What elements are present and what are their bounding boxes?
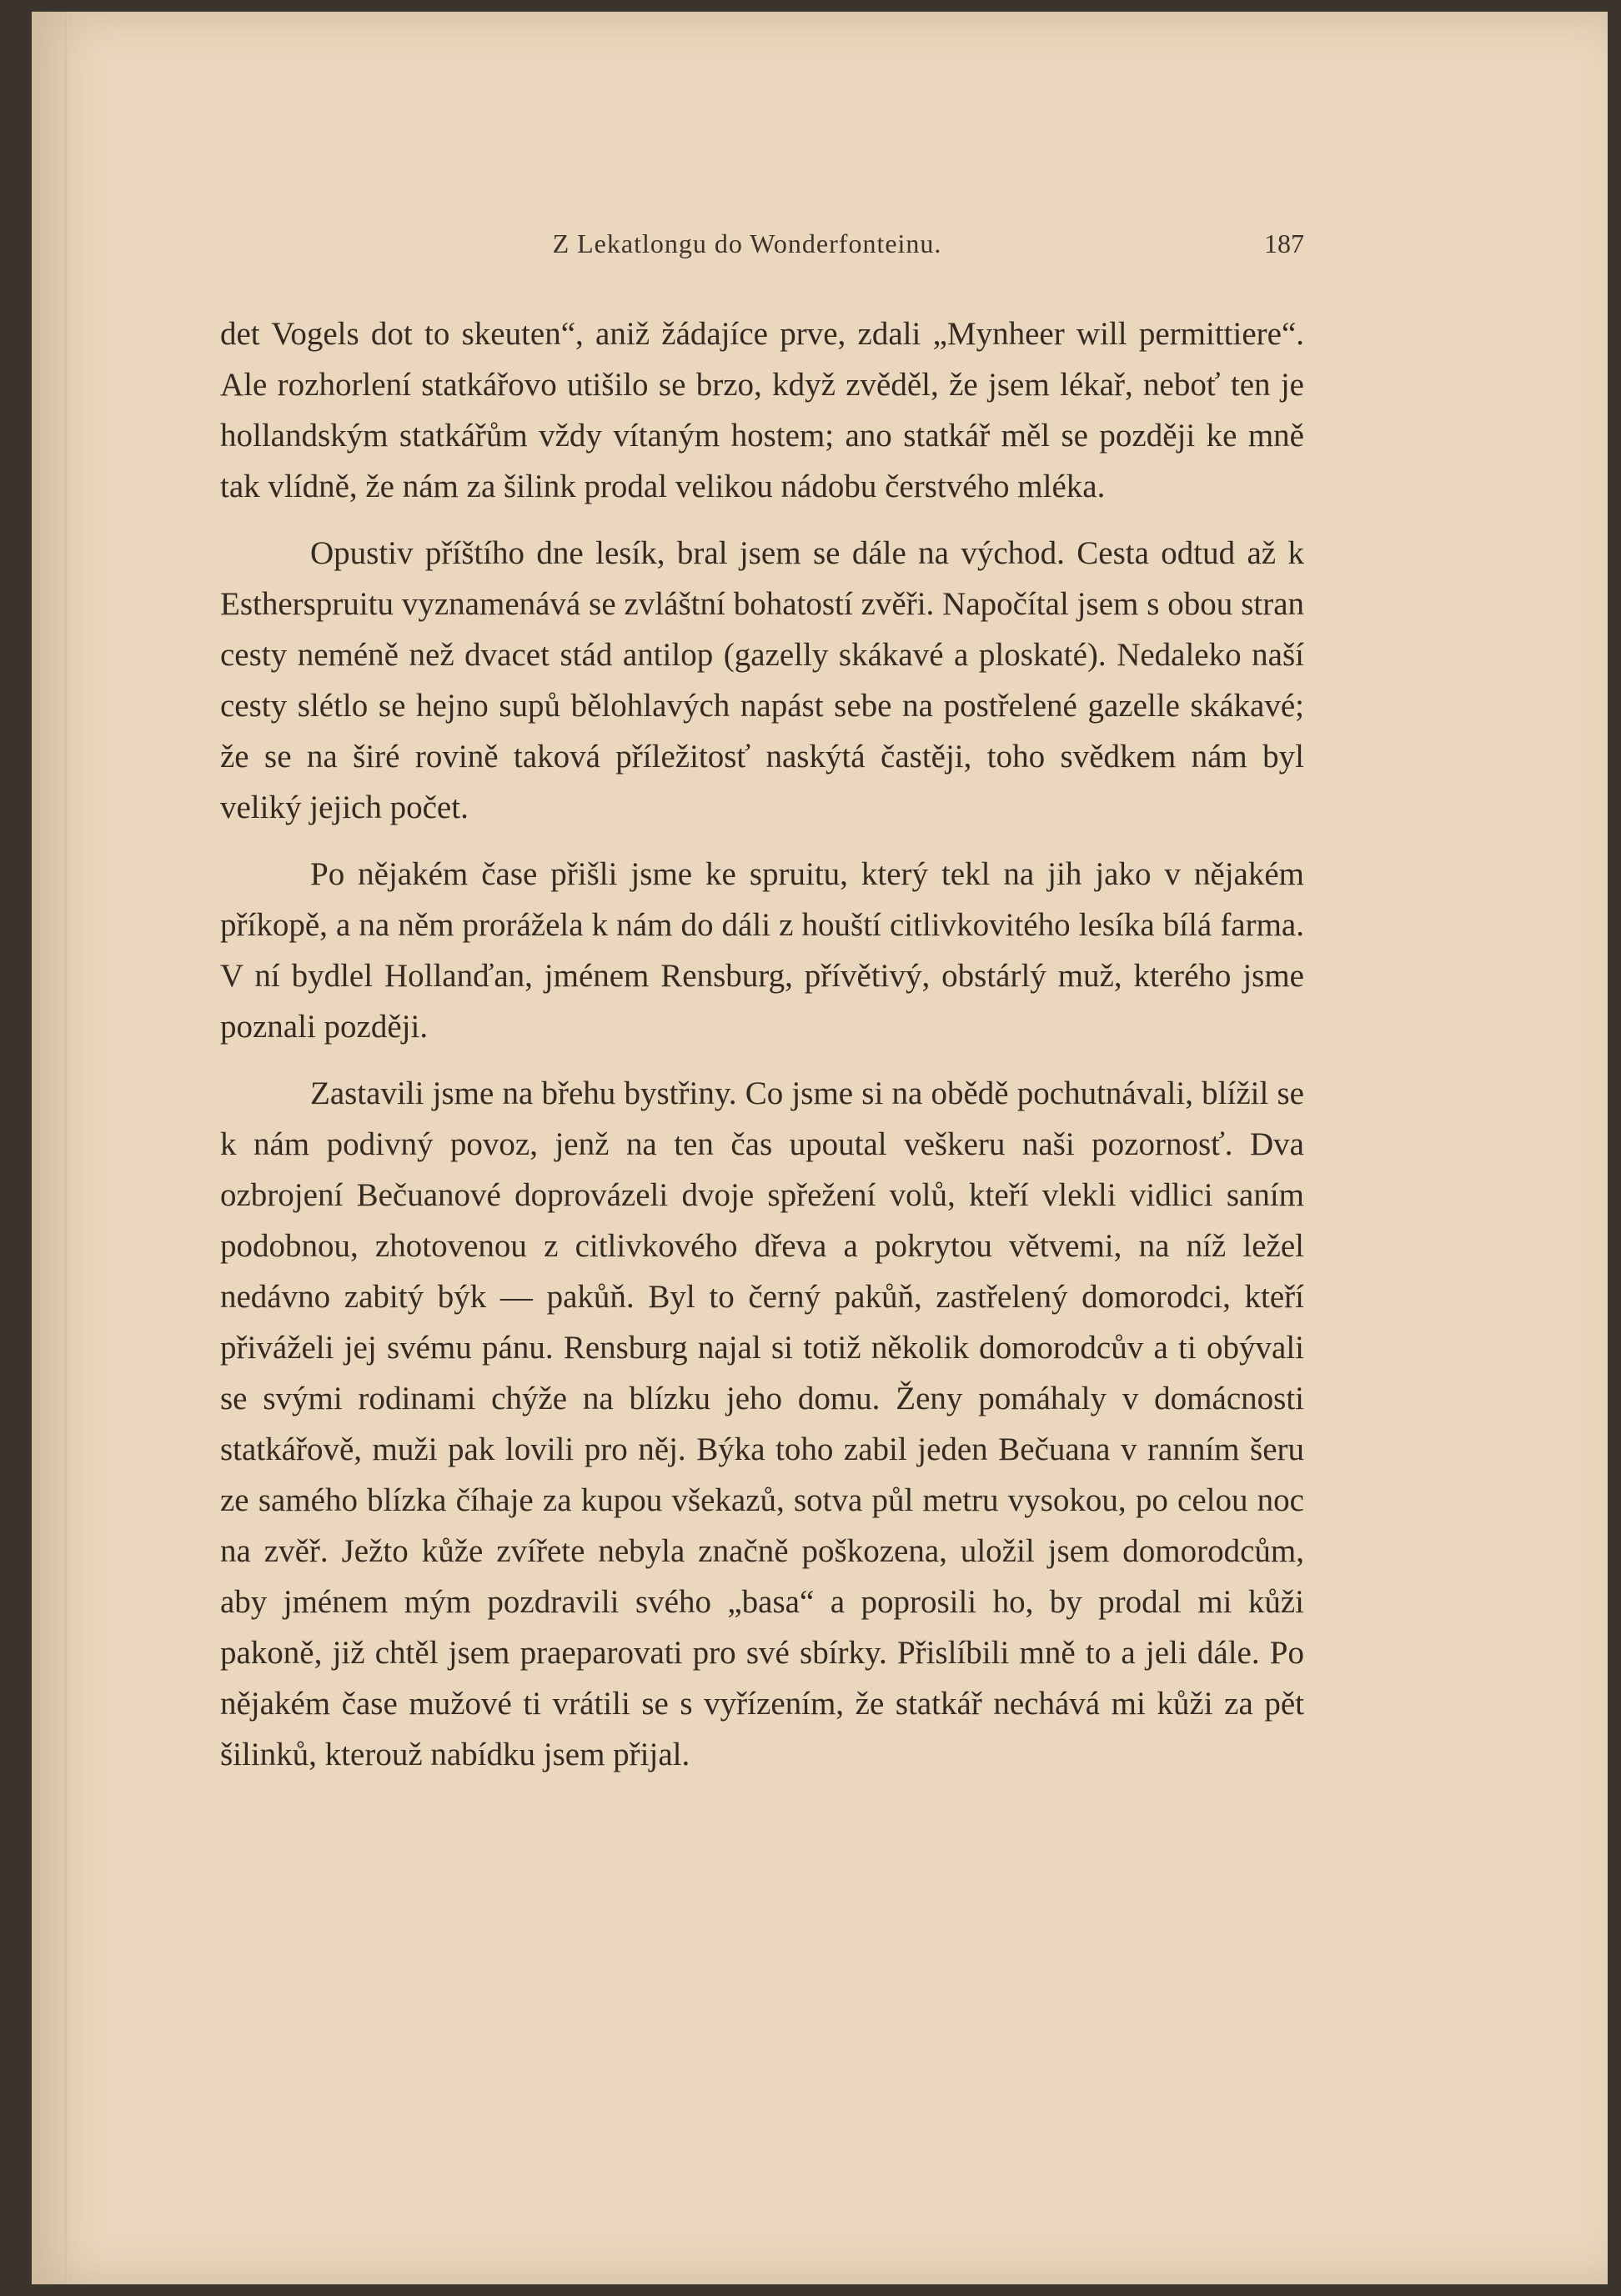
page-number: 187 [1264,228,1304,258]
page-gutter [65,12,68,2284]
page-header [190,222,1304,272]
paragraph-1: det Vogels dot to skeuten“, aniž žádajíce prve, zdali „Mynheer will permittiere“. Ale rozhorlení statkářovo utišilo se brzo, když zvěděl, že jsem lékař, neboť ten je hollandským statkářům vždy vítaným hostem; ano statkář měl se později ke mně tak vlídně, že nám za šilink prodal velikou nádobu čerstvého mléka. [220,316,1304,504]
paragraph-2: Opustiv příštího dne lesík, bral jsem se dále na východ. Cesta odtud až k Estherspruitu vyznamenává se zvláštní bohatostí zvěři. Napočítal jsem s obou stran cesty neméně než dvacet stád antilop (gazelly skákavé a ploskaté). Nedaleko naší cesty slétlo se hejno supů bělohlavých napást sebe na postřelené gazelle skákavé; že se na širé rovině taková příležitosť naskýtá častěji, toho svědkem nám byl veliký jejich počet. [220,535,1304,825]
running-title: Z Lekatlongu do Wonderfonteinu. [552,228,942,258]
paragraph-4: Zastavili jsme na břehu bystřiny. Co jsme si na obědě pochutnávali, blížil se k nám podivný povoz, jenž na ten čas upoutal veškeru naši pozornosť. Dva ozbrojení Bečuanové doprovázeli dvoje spřežení volů, kteří vlekli vidlici saním podobnou, zhotovenou z citlivkového dřeva a pokrytou větvemi, na níž ležel nedávno zabitý býk — pakůň. Byl to černý pakůň, zastřelený domorodci, kteří přiváželi jej svému pánu. Rensburg najal si totiž několik domorodcův a ti obývali se svými rodinami chýže na blízku jeho domu. Ženy pomáhaly v domácnosti statkářově, muži pak lovili pro něj. Býka toho zabil jeden Bečuana v ranním šeru ze samého blízka číhaje za kupou všekazů, sotva půl metru vysokou, po celou noc na zvěř. Ježto kůže zvířete nebyla značně poškozena, uložil jsem domorodcům, aby jménem mým pozdravili svého „basa“ a poprosili ho, by prodal mi kůži pakoně, již chtěl jsem praeparovati pro své sbírky. Přislíbili mně to a jeli dále. Po nějakém čase mužové ti vrátili se s vyřízením, že statkář nechává mi kůži za pět šilinků, kterouž nabídku jsem přijal. [220,1075,1304,1772]
body-text [220,308,1304,1796]
paragraph-3: Po nějakém čase přišli jsme ke spruitu, který tekl na jih jako v nějakém příkopě, a na něm prorážela k nám do dáli z houští citlivkovitého lesíka bílá farma. V ní bydlel Hollanďan, jménem Rensburg, přívětivý, obstárlý muž, kterého jsme poznali později. [220,856,1304,1045]
